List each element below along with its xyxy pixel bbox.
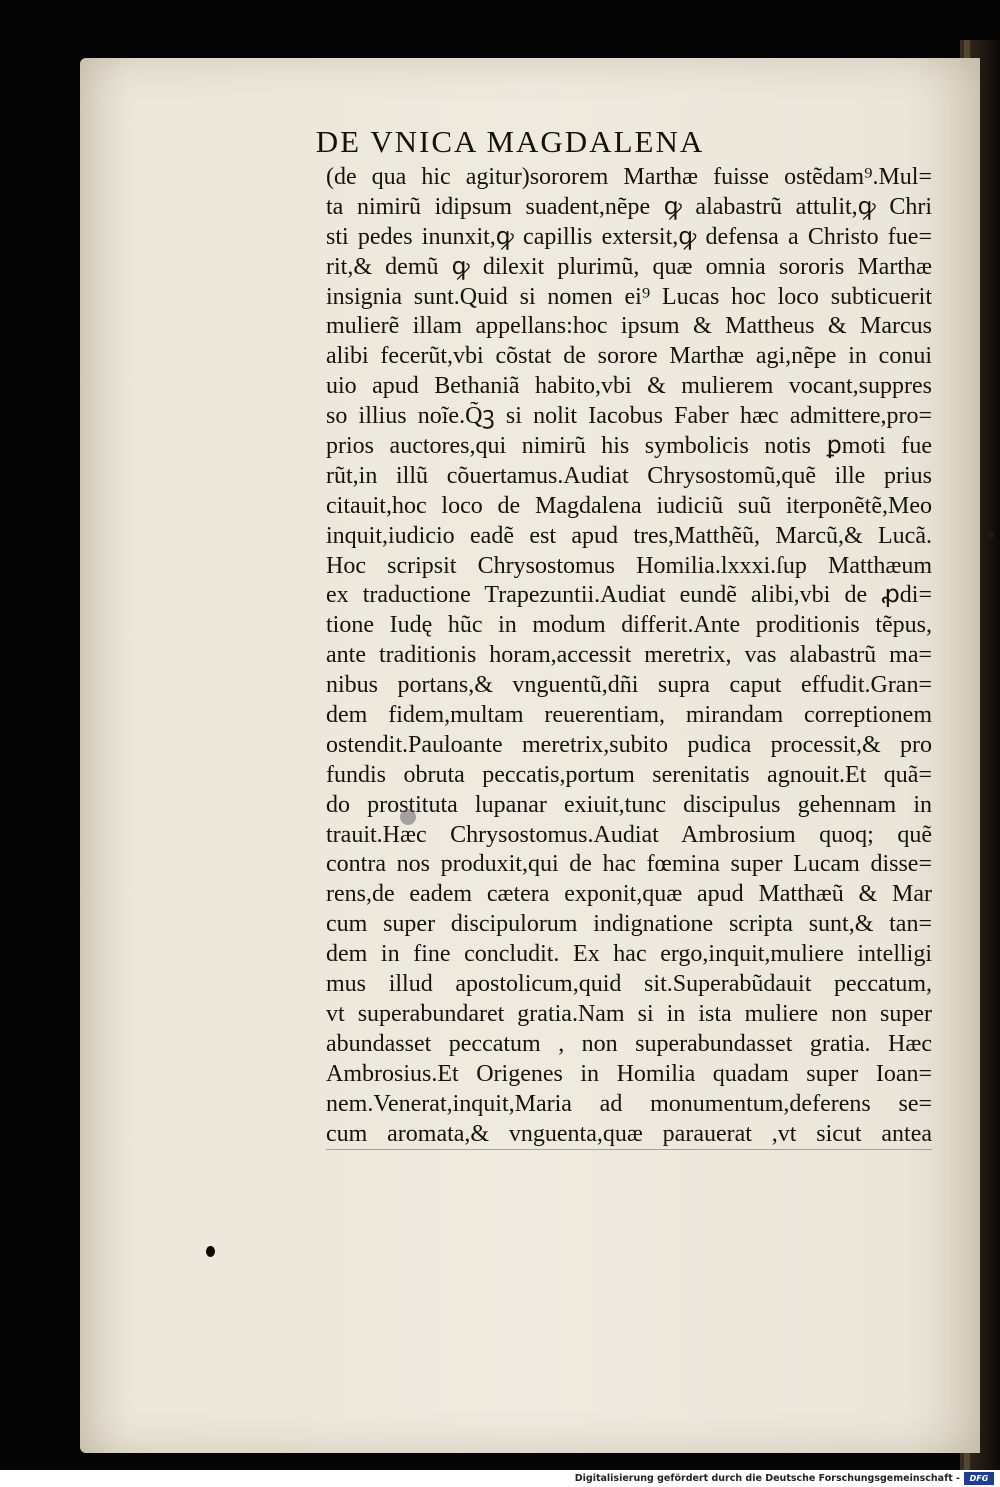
text-line: rens,de eadem cætera exponit,quæ apud Matthæũ & Mar [326, 881, 932, 908]
text-line: nem.Venerat,inquit,Maria ad monumentum,deferens se= [326, 1090, 932, 1117]
text-line: dem in fine concludit. Ex hac ergo,inquit,muliere intelligi [326, 941, 932, 968]
text-line: inquit,iudicio eadẽ est apud tres,Matthẽũ, Marcũ,& Lucã. [326, 522, 932, 549]
text-line: mulierẽ illam appellans:hoc ipsum & Mattheus & Marcus [326, 313, 932, 340]
text-line: vt superabundaret gratia.Nam si in ista muliere non super [326, 1000, 932, 1027]
ink-dot [206, 1246, 215, 1257]
margin-speck [988, 532, 994, 539]
text-line: Hoc scripsit Chrysostomus Homilia.lxxxi.ſup Matthæum [326, 552, 932, 579]
text-line: contra nos produxit,qui de hac fœmina super Lucam disse= [326, 851, 932, 878]
body-text-block [326, 163, 932, 1150]
text-line: rit,& demũ ꝙ dilexit plurimũ, quæ omnia sororis Marthæ [326, 253, 932, 280]
text-line: citauit,hoc loco de Magdalena iudiciũ suũ iterponẽtẽ,Meo [326, 492, 932, 519]
text-line: nibus portans,& vnguentũ,dñi supra caput effudit.Gran= [326, 672, 932, 699]
text-line: dem fidem,multam reuerentiam, mirandam correptionem [326, 702, 932, 729]
text-line: do prostituta lupanar exiuit,tunc discipulus gehennam in [326, 791, 932, 818]
text-line: sti pedes inunxit,ꝙ capillis extersit,ꝙ defensa a Christo fue= [326, 223, 932, 250]
text-line: rũt,in illũ cõuertamus.Audiat Chrysostomũ,quẽ ille prius [326, 462, 932, 489]
text-line: ostendit.Pauloante meretrix,subito pudica processit,& pro [326, 731, 932, 758]
text-line: insignia sunt.Quid si nomen ei⁹ Lucas hoc loco subticuerit [326, 283, 932, 310]
text-line: ta nimirũ idipsum suadent,nẽpe ꝙ alabastrũ attulit,ꝙ Chri [326, 193, 932, 220]
text-line: fundis obruta peccatis,portum serenitatis agnouit.Et quã= [326, 761, 932, 788]
text-line: mus illud apostolicum,quid sit.Superabũdauit peccatum, [326, 971, 932, 998]
footer-bar [0, 1470, 1000, 1487]
text-line: cum aromata,& vnguenta,quæ parauerat ,vt sicut antea [326, 1120, 932, 1151]
dfg-logo: DFG [964, 1472, 994, 1485]
text-line: (de qua hic agitur)sororem Marthæ fuisse ostẽdam⁹.Mul= [326, 164, 932, 190]
text-line: cum super discipulorum indignatione scripta sunt,& tan= [326, 911, 932, 938]
text-line: abundasset peccatum , non superabundasset gratia. Hæc [326, 1030, 932, 1057]
text-line: prios auctores,qui nimirũ his symbolicis notis ꝑmoti fue [326, 433, 932, 460]
text-line: so illius noĩe.Q̃ꝫ si nolit Iacobus Faber hæc admittere,pro= [326, 403, 932, 430]
text-line: uio apud Bethaniã habito,vbi & mulierem vocant,suppres [326, 373, 932, 400]
running-head: DE VNICA MAGDALENA [315, 124, 705, 159]
text-line: trauit.Hæc Chrysostomus.Audiat Ambrosium quoq; quẽ [326, 821, 932, 848]
text-line: alibi fecerũt,vbi cõstat de sorore Marthæ agi,nẽpe in conui [326, 343, 932, 370]
text-line: ante traditionis horam,accessit meretrix, vas alabastrũ ma= [326, 642, 932, 669]
digitization-credit: Digitalisierung gefördert durch die Deutsche Forschungsgemeinschaft - [574, 1473, 960, 1484]
ink-smudge [400, 809, 416, 825]
text-line: ex traductione Trapezuntii.Audiat eundẽ alibi,vbi de ꝓdi= [326, 582, 932, 609]
text-line: tione Iudę hũc in modum differit.Ante proditionis tẽpus, [326, 612, 932, 639]
text-line: Ambrosius.Et Origenes in Homilia quadam super Ioan= [326, 1060, 932, 1087]
